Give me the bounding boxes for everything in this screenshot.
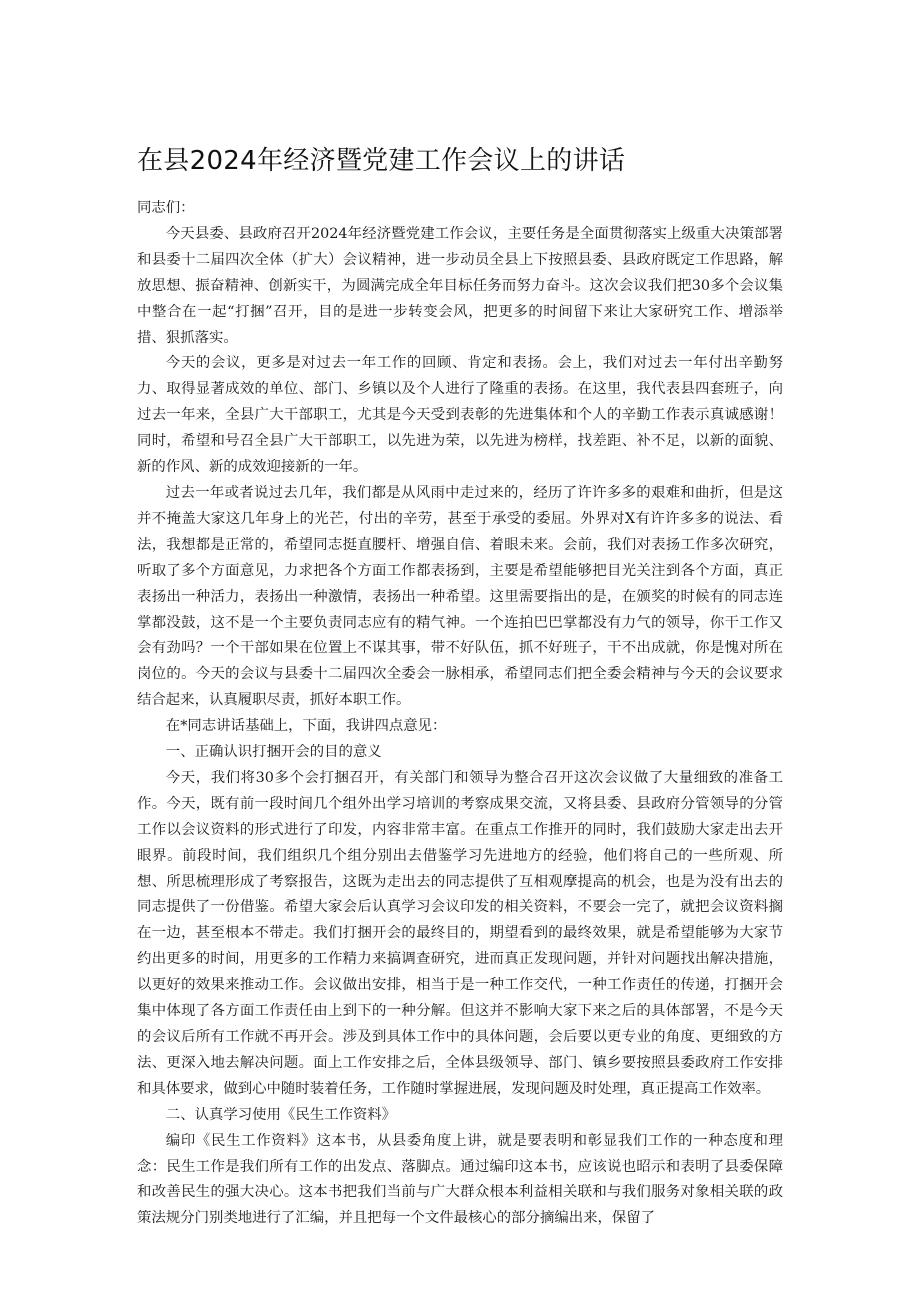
document-body bbox=[137, 196, 783, 1232]
paragraph-section-1: 今天，我们将30多个会打捆召开，有关部门和领导为整合召开这次会议做了大量细致的准备工作。今天，既有前一段时间几个组外出学习培训的考察成果交流，又将县委、县政府分管领导的分管工作以会议资料的形式进行了印发，内容非常丰富。在重点工作推开的同时，我们鼓励大家走出去开眼界。前段时间，我们组织几个组分别出去借鉴学习先进地方的经验，他们将自己的一些所观、所想、所思梳理形成了考察报告，这既为走出去的同志提供了互相观摩提高的机会，也是为没有出去的同志提供了一份借鉴。希望大家会后认真学习会议印发的相关资料，不要会一完了，就把会议资料搁在一边，甚至根本不带走。我们打捆开会的最终目的，期望看到的最终效果，就是希望能够为大家节约出更多的时间，用更多的工作精力来搞调查研究，进而真正发现问题，并针对问题找出解决措施，以更好的效果来推动工作。会议做出安排，相当于是一种工作交代，一种工作责任的传递，打捆开会集中体现了各方面工作责任由上到下的一种分解。但这并不影响大家下来之后的具体部署，不是今天的会议后所有工作就不再开会。涉及到具体工作中的具体问题，会后要以更专业的角度、更细致的方法、更深入地去解决问题。面上工作安排之后，全体县级领导、部门、镇乡要按照县委政府工作安排和具体要求，做到心中随时装着任务，工作随时掌握进展，发现问题及时处理，真正提高工作效率。 bbox=[137, 769, 783, 1097]
paragraph-past-years: 过去一年或者说过去几年，我们都是从风雨中走过来的，经历了许许多多的艰难和曲折，但是这并不掩盖大家这几年身上的光芒，付出的辛劳，甚至于承受的委屈。外界对X有许许多多的说法、看法，我想都是正常的，希望同志挺直腰杆、增强自信、着眼未来。会前，我们对表扬工作多次研究，听取了多个方面意见，力求把各个方面工作都表扬到，主要是希望能够把目光关注到各个方面，真正表扬出一种活力，表扬出一种激情，表扬出一种希望。这里需要指出的是，在颁奖的时候有的同志连掌都没鼓，这不是一个主要负责同志应有的精气神。一个连拍巴巴掌都没有力气的领导，你干工作又会有劲吗？一个干部如果在位置上不谋其事，带不好队伍，抓不好班子，干不出成就，你是愧对所在岗位的。今天的会议与县委十二届四次全委会一脉相承，希望同志们把全委会精神与今天的会议要求结合起来，认真履职尽责，抓好本职工作。 bbox=[137, 484, 783, 709]
paragraph-review: 今天的会议，更多是对过去一年工作的回顾、肯定和表扬。会上，我们对过去一年付出辛勤努力、取得显著成效的单位、部门、乡镇以及个人进行了隆重的表扬。在这里，我代表县四套班子，向过去一年来，全县广大干部职工，尤其是今天受到表彰的先进集体和个人的辛勤工作表示真诚感谢！同时，希望和号召全县广大干部职工，以先进为荣，以先进为榜样，找差距、补不足，以新的面貌、新的作风、新的成效迎接新的一年。 bbox=[137, 355, 783, 476]
paragraph-section-2: 编印《民生工作资料》这本书，从县委角度上讲，就是要表明和彰显我们工作的一种态度和理念：民生工作是我们所有工作的出发点、落脚点。通过编印这本书，应该说也昭示和表明了县委保障和改善民生的强大决心。这本书把我们当前与广大群众根本利益相关联和与我们服务对象相关联的政策法规分门别类地进行了汇编，并且把每一个文件最核心的部分摘编出来，保留了 bbox=[137, 1132, 783, 1227]
salutation: 同志们： bbox=[137, 200, 195, 216]
paragraph-four-points: 在*同志讲话基础上，下面，我讲四点意见： bbox=[165, 718, 447, 735]
section-heading-2: 二、认真学习使用《民生工作资料》 bbox=[165, 1106, 397, 1123]
paragraph-opening: 今天县委、县政府召开2024年经济暨党建工作会议，主要任务是全面贯彻落实上级重大决策部署和县委十二届四次全体（扩大）会议精神，进一步动员全县上下按照县委、县政府既定工作思路，解放思想、振奋精神、创新实干，为圆满完成全年目标任务而努力奋斗。这次会议我们把30多个会议集中整合在一起“打捆”召开，目的是进一步转变会风，把更多的时间留下来让大家研究工作、增添举措、狠抓落实。 bbox=[137, 225, 783, 346]
document-title: 在县2024年经济暨党建工作会议上的讲话 bbox=[137, 146, 626, 176]
section-heading-1: 一、正确认识打捆开会的目的意义 bbox=[165, 744, 382, 761]
